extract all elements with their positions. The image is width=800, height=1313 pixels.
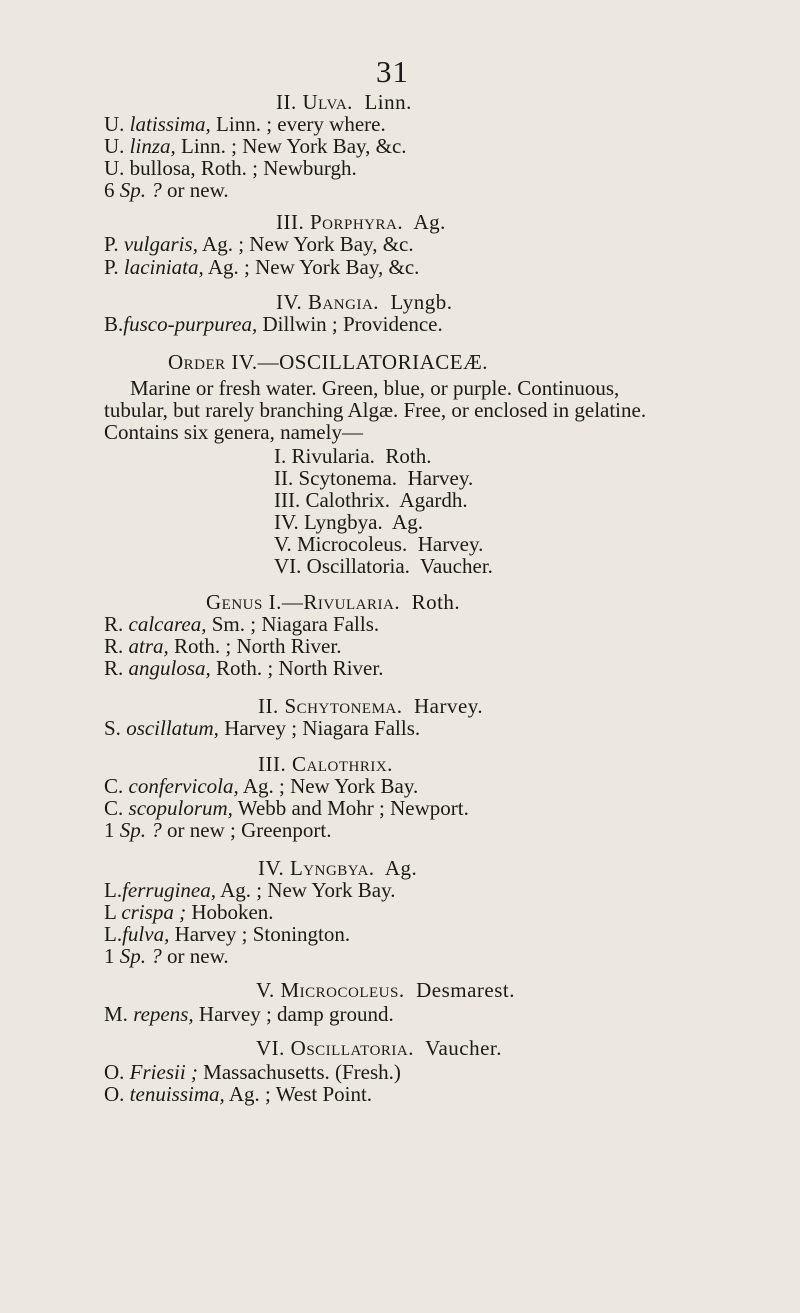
order-heading: Order IV.—OSCILLATORIACEÆ. — [168, 350, 488, 374]
order-description-line: tubular, but rarely branching Algæ. Free, or enclosed in gelatine. — [104, 398, 647, 422]
genus-heading-bangia: IV. Bangia. Lyngb. — [276, 290, 453, 314]
genus-heading-ulva: II. Ulva. Linn. — [276, 90, 412, 114]
species-entry: 6 Sp. ? or new. — [104, 178, 229, 202]
species-entry: U. latissima, Linn. ; every where. — [104, 112, 386, 136]
order-description-line: Contains six genera, namely— — [104, 420, 363, 444]
genera-list-item: II. Scytonema. Harvey. — [274, 466, 474, 490]
species-entry: O. tenuissima, Ag. ; West Point. — [104, 1082, 373, 1106]
species-entry: L crispa ; Hoboken. — [104, 900, 274, 924]
genus-heading-schytonema: II. Schytonema. Harvey. — [258, 694, 484, 718]
page-number: 31 — [376, 54, 409, 89]
genera-list-item: I. Rivularia. Roth. — [274, 444, 432, 468]
species-entry: 1 Sp. ? or new ; Greenport. — [104, 818, 332, 842]
species-entry: U. linza, Linn. ; New York Bay, &c. — [104, 134, 407, 158]
species-entry: M. repens, Harvey ; damp ground. — [104, 1002, 394, 1026]
genus-heading-rivularia: Genus I.—Rivularia. Roth. — [206, 590, 461, 614]
genera-list-item: VI. Oscillatoria. Vaucher. — [274, 554, 493, 578]
species-entry: 1 Sp. ? or new. — [104, 944, 229, 968]
genera-list-item: V. Microcoleus. Harvey. — [274, 532, 484, 556]
genera-list-item: IV. Lyngbya. Ag. — [274, 510, 423, 534]
species-entry: R. atra, Roth. ; North River. — [104, 634, 342, 658]
species-entry: U. bullosa, Roth. ; Newburgh. — [104, 156, 357, 180]
species-entry: C. scopulorum, Webb and Mohr ; Newport. — [104, 796, 469, 820]
species-entry: S. oscillatum, Harvey ; Niagara Falls. — [104, 716, 421, 740]
species-entry: B.fusco-purpurea, Dillwin ; Providence. — [104, 312, 443, 336]
genus-heading-calothrix: III. Calothrix. — [258, 752, 393, 776]
genus-heading-lyngbya: IV. Lyngbya. Ag. — [258, 856, 418, 880]
species-entry: R. angulosa, Roth. ; North River. — [104, 656, 384, 680]
species-entry: P. vulgaris, Ag. ; New York Bay, &c. — [104, 232, 414, 256]
species-entry: L.ferruginea, Ag. ; New York Bay. — [104, 878, 396, 902]
species-entry: R. calcarea, Sm. ; Niagara Falls. — [104, 612, 380, 636]
species-entry: L.fulva, Harvey ; Stonington. — [104, 922, 351, 946]
species-entry: P. laciniata, Ag. ; New York Bay, &c. — [104, 255, 420, 279]
genus-heading-oscillatoria: VI. Oscillatoria. Vaucher. — [256, 1036, 502, 1060]
species-entry: O. Friesii ; Massachusetts. (Fresh.) — [104, 1060, 401, 1084]
order-description-line: Marine or fresh water. Green, blue, or purple. Continuous, — [130, 376, 620, 400]
genus-heading-microcoleus: V. Microcoleus. Desmarest. — [256, 978, 515, 1002]
species-entry: C. confervicola, Ag. ; New York Bay. — [104, 774, 419, 798]
genus-heading-porphyra: III. Porphyra. Ag. — [276, 210, 446, 234]
genera-list-item: III. Calothrix. Agardh. — [274, 488, 468, 512]
